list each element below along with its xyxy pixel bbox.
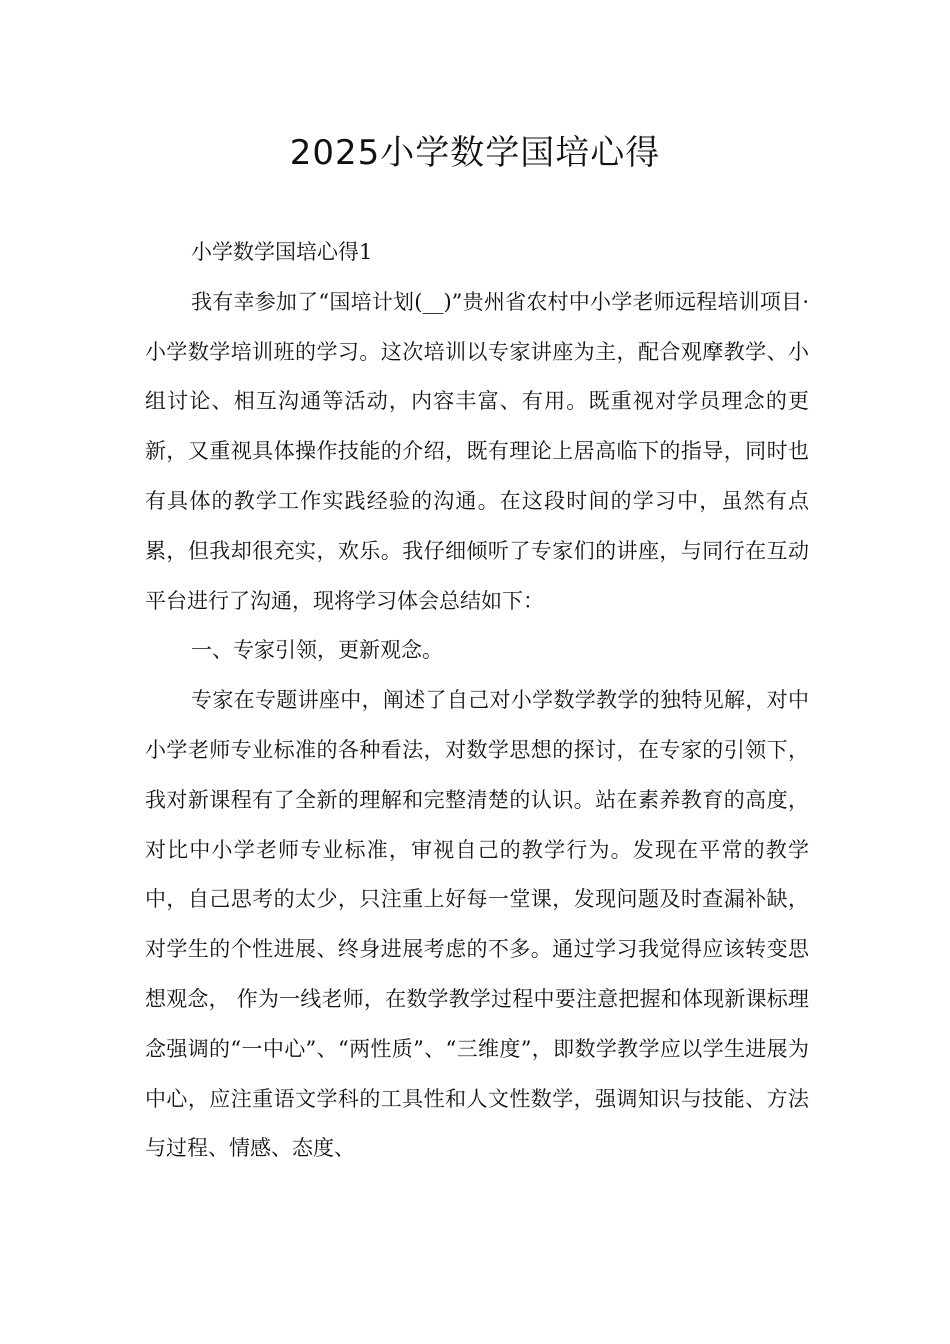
document-title: 2025小学数学国培心得 (289, 133, 661, 173)
document-body (145, 228, 809, 1174)
paragraph-expert: 专家在专题讲座中，阐述了自己对小学数学教学的独特见解，对中小学老师专业标准的各种看法，对数学思想的探讨，在专家的引领下，我对新课程有了全新的理解和完整清楚的认识。站在素养教育的高度，对比中小学老师专业标准，审视自己的教学行为。发现在平常的教学中，自己思考的太少，只注重上好每一堂课，发现问题及时查漏补缺，对学生的个性进展、终身进展考虑的不多。通过学习我觉得应该转变思想观念， 作为一线老师，在数学教学过程中要注意把握和体现新课标理念强调的“一中心”、“两性质”、“三维度”，即数学教学应以学生进展为中心，应注重语文学科的工具性和人文性数学，强调知识与技能、方法与过程、情感、态度、 (145, 688, 809, 1161)
section-heading: 小学数学国培心得1 (191, 240, 373, 264)
section-heading-one: 一、专家引领，更新观念。 (191, 638, 443, 663)
paragraph-intro: 我有幸参加了“国培计划(__)”贵州省农村中小学老师远程培训项目·小学数学培训班的学习。这次培训以专家讲座为主，配合观摩教学、小组讨论、相互沟通等活动，内容丰富、有用。既重视对学员理念的更新，又重视具体操作技能的介绍，既有理论上居高临下的指导，同时也有具体的教学工作实践经验的沟通。在这段时间的学习中，虽然有点累，但我却很充实，欢乐。我仔细倾听了专家们的讲座，与同行在互动平台进行了沟通，现将学习体会总结如下： (145, 289, 809, 613)
